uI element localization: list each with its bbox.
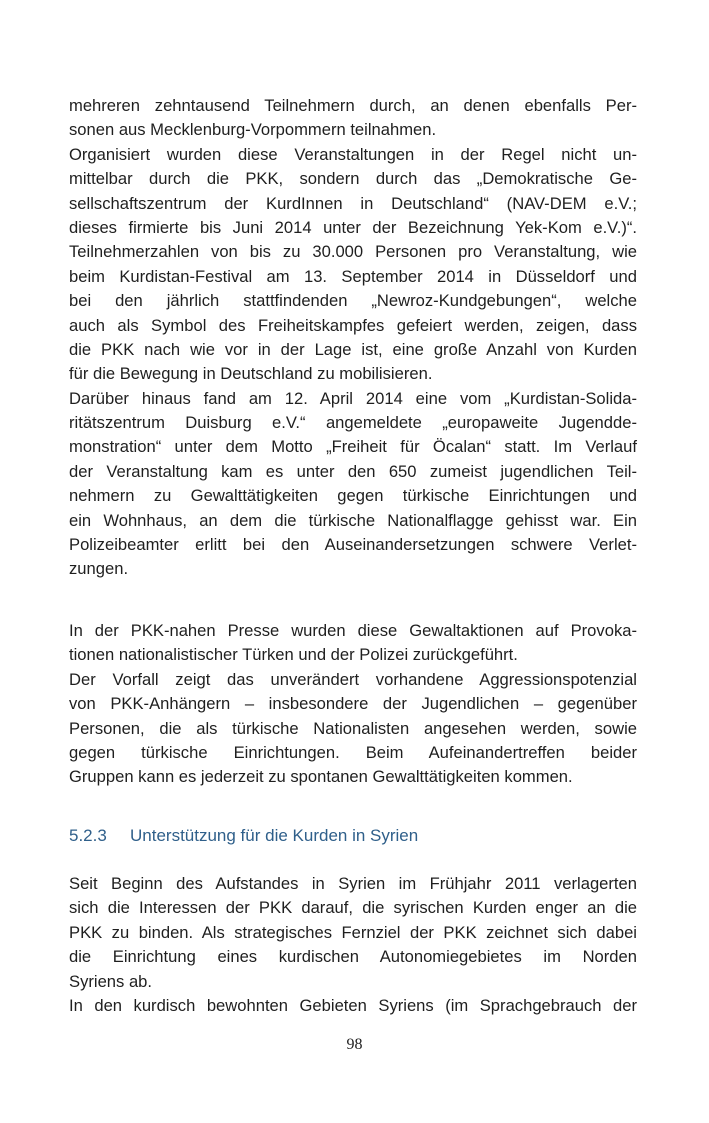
text-line: mehreren zehntausend Teilnehmern durch, an denen ebenfalls Per-	[69, 96, 637, 115]
text-line: Darüber hinaus fand am 12. April 2014 eine vom „Kurdistan-Solida-	[69, 388, 637, 408]
paragraph-block-events	[69, 94, 637, 582]
text-line: auch als Symbol des Freiheitskampfes gefeiert werden, zeigen, dass	[69, 315, 637, 335]
text-line: sellschaftszentrum der KurdInnen in Deutschland“ (NAV-DEM e.V.;	[69, 193, 637, 213]
text-line: die Einrichtung eines kurdischen Autonomiegebietes im Norden	[69, 947, 637, 967]
text-line: Personen, die als türkische Nationalisten angesehen werden, sowie	[69, 718, 637, 738]
text-line: für die Bewegung in Deutschland zu mobilisieren.	[69, 364, 433, 384]
page-number: 98	[346, 1036, 363, 1053]
text-line: monstration“ unter dem Motto „Freiheit für Öcalan“ statt. Im Verlauf	[69, 437, 637, 457]
text-line: Syriens ab.	[69, 971, 153, 991]
paragraph-block-assessment	[69, 619, 637, 790]
text-line: Gruppen kann es jederzeit zu spontanen Gewalttätigkeiten kommen.	[69, 767, 573, 787]
text-line: Der Vorfall zeigt das unverändert vorhandene Aggressionspotenzial	[69, 669, 637, 689]
text-line: In den kurdisch bewohnten Gebieten Syriens (im Sprachgebrauch der	[69, 995, 637, 1015]
text-line: die PKK nach wie vor in der Lage ist, eine große Anzahl von Kurden	[69, 339, 637, 359]
text-line: Organisiert wurden diese Veranstaltungen in der Regel nicht un-	[69, 144, 637, 164]
text-line: Polizeibeamter erlitt bei den Auseinandersetzungen schwere Verlet-	[69, 535, 637, 555]
text-line: nehmern zu Gewalttätigkeiten gegen türkische Einrichtungen und	[69, 486, 637, 506]
text-line: ein Wohnhaus, an dem die türkische Nationalflagge gehisst war. Ein	[69, 510, 637, 530]
section-title: Unterstützung für die Kurden in Syrien	[130, 826, 419, 845]
text-line: zungen.	[69, 559, 129, 579]
text-line: sich die Interessen der PKK darauf, die syrischen Kurden enger an die	[69, 898, 637, 918]
text-line: In der PKK-nahen Presse wurden diese Gewaltaktionen auf Provoka-	[69, 621, 637, 640]
text-line: tionen nationalistischer Türken und der Polizei zurückgeführt.	[69, 645, 518, 665]
text-line: beim Kurdistan-Festival am 13. September 2014 in Düsseldorf und	[69, 266, 637, 286]
section-heading	[69, 823, 418, 849]
text-line: bei den jährlich stattfindenden „Newroz-Kundgebungen“, welche	[69, 291, 637, 311]
text-line: ritätszentrum Duisburg e.V.“ angemeldete „europaweite Jugendde-	[69, 413, 637, 433]
text-line: Seit Beginn des Aufstandes in Syrien im Frühjahr 2011 verlagerten	[69, 874, 637, 893]
text-line: der Veranstaltung kam es unter den 650 zumeist jugendlichen Teil-	[69, 461, 637, 481]
text-line: von PKK-Anhängern – insbesondere der Jugendlichen – gegenüber	[69, 694, 637, 714]
text-line: PKK zu binden. Als strategisches Fernziel der PKK zeichnet sich dabei	[69, 922, 637, 942]
paragraph-block-syria	[69, 872, 637, 1018]
text-line: mittelbar durch die PKK, sondern durch das „Demokratische Ge-	[69, 169, 637, 189]
section-number: 5.2.3	[69, 826, 107, 845]
text-line: Teilnehmerzahlen von bis zu 30.000 Personen pro Veranstaltung, wie	[69, 242, 637, 262]
text-line: gegen türkische Einrichtungen. Beim Aufeinandertreffen beider	[69, 742, 637, 762]
text-line: sonen aus Mecklenburg-Vorpommern teilnahmen.	[69, 120, 437, 140]
text-line: dieses firmierte bis Juni 2014 unter der Bezeichnung Yek-Kom e.V.)“.	[69, 217, 637, 237]
